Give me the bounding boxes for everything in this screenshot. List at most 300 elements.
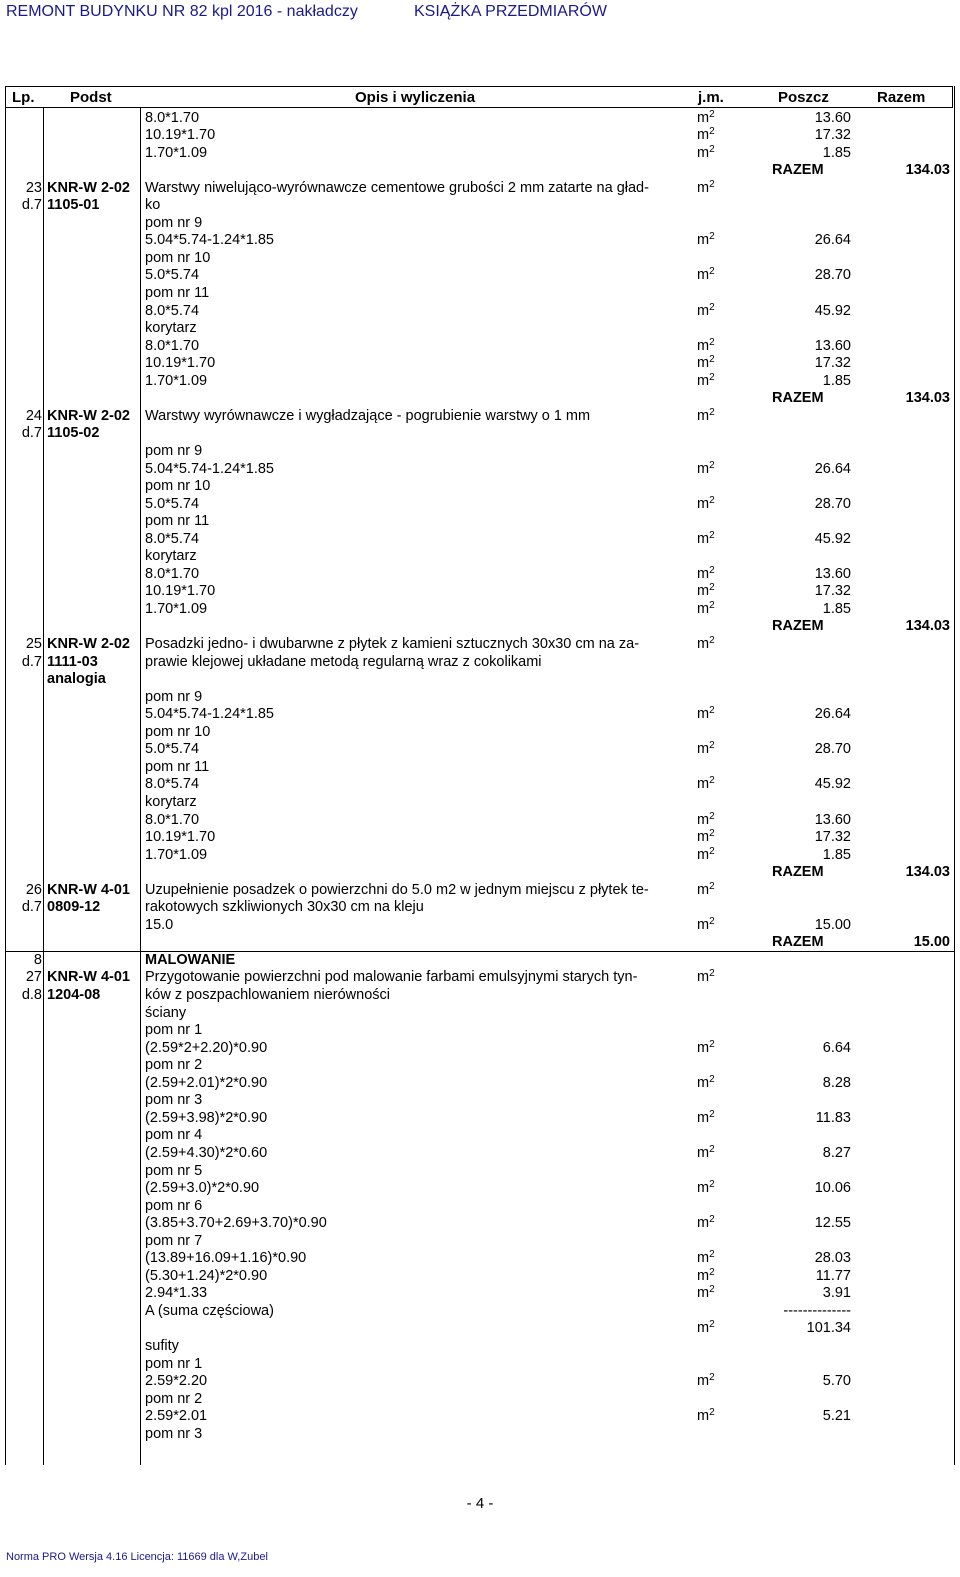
row-lp: 24 — [25, 407, 42, 424]
row-opis: pom nr 3 — [145, 1092, 203, 1109]
row-unit — [697, 355, 715, 373]
row-unit — [697, 531, 715, 549]
unit-exponent: 2 — [709, 582, 715, 594]
row-opis: (2.59+3.0)*2*0.90 — [145, 1180, 260, 1197]
row-opis: 2.59*2.20 — [145, 1373, 208, 1390]
row-lp: 25 — [25, 636, 42, 652]
table-row — [0, 1215, 960, 1233]
table-row — [0, 127, 960, 145]
row-opis: (5.30+1.24)*2*0.90 — [145, 1267, 268, 1284]
row-opis: A (suma częściowa) — [145, 1302, 274, 1319]
unit-base: m — [697, 706, 710, 723]
unit-base: m — [697, 583, 710, 600]
unit-exponent: 2 — [709, 494, 715, 506]
row-poszcz: 28.03 — [814, 1250, 851, 1267]
unit-exponent: 2 — [709, 1407, 715, 1419]
table-row — [0, 1110, 960, 1128]
row-unit — [697, 1075, 715, 1093]
table-row — [0, 1022, 960, 1040]
table-row — [0, 847, 960, 865]
row-unit — [697, 1215, 715, 1233]
row-unit — [697, 583, 715, 601]
table-header — [5, 86, 953, 108]
razem-row — [0, 934, 960, 952]
table-row — [0, 197, 960, 215]
table-row — [0, 1338, 960, 1356]
row-opis: pom nr 9 — [145, 214, 203, 231]
table-row — [0, 724, 960, 742]
table-row — [0, 320, 960, 338]
row-unit — [697, 1145, 715, 1163]
unit-base: m — [697, 741, 710, 758]
row-poszcz: 13.60 — [814, 811, 851, 828]
row-razem: 134.03 — [905, 864, 950, 881]
row-opis: 10.19*1.70 — [145, 355, 216, 372]
row-unit — [697, 1250, 715, 1268]
row-unit — [697, 741, 715, 759]
section-separator — [5, 951, 954, 952]
row-unit — [697, 566, 715, 584]
row-poszcz: 5.70 — [822, 1373, 851, 1390]
razem-row — [0, 618, 960, 636]
report-header-book: KSIĄŻKA PRZEDMIARÓW — [414, 3, 607, 20]
row-poszcz: 1.85 — [822, 600, 851, 617]
unit-exponent: 2 — [709, 371, 715, 383]
unit-base: m — [697, 636, 710, 652]
row-razem: 134.03 — [905, 618, 950, 635]
unit-exponent: 2 — [709, 1319, 715, 1331]
report-header-title: REMONT BUDYNKU NR 82 kpl 2016 - nakładczy — [6, 3, 358, 20]
row-opis: 8.0*1.70 — [145, 565, 200, 582]
row-lp: 23 — [25, 179, 42, 196]
unit-base: m — [697, 1144, 710, 1161]
row-unit — [697, 847, 715, 865]
row-poszcz: 28.70 — [814, 495, 851, 512]
col-razem: Razem — [877, 89, 926, 106]
row-opis: 8.0*5.74 — [145, 530, 200, 547]
row-podst: KNR-W 4-01 — [47, 881, 130, 898]
unit-exponent: 2 — [709, 828, 715, 840]
table-row — [0, 1198, 960, 1216]
row-opis: sufity — [145, 1338, 179, 1354]
table-row — [0, 1233, 960, 1251]
row-opis: 8.0*5.74 — [145, 776, 200, 793]
unit-exponent: 2 — [709, 231, 715, 243]
razem-label: RAZEM — [772, 618, 824, 635]
row-opis: 10.19*1.70 — [145, 829, 216, 846]
table-row — [0, 531, 960, 549]
unit-exponent: 2 — [709, 1266, 715, 1278]
table-row — [0, 1075, 960, 1093]
unit-base: m — [697, 302, 710, 319]
row-opis: pom nr 1 — [145, 1355, 203, 1372]
row-poszcz: 12.55 — [814, 1215, 851, 1232]
row-opis: rakotowych szkliwionych 30x30 cm na kleju — [145, 899, 424, 916]
unit-exponent: 2 — [709, 459, 715, 471]
row-lp: d.7 — [21, 425, 42, 442]
table-row — [0, 882, 960, 900]
col-opis: Opis i wyliczenia — [355, 89, 476, 106]
unit-exponent: 2 — [709, 740, 715, 752]
row-opis: ściany — [145, 1004, 187, 1021]
table-row — [0, 689, 960, 707]
row-opis: pom nr 7 — [145, 1232, 203, 1249]
table-row — [0, 1408, 960, 1426]
row-opis: pom nr 9 — [145, 688, 203, 705]
row-unit — [697, 267, 715, 285]
table-row — [0, 1373, 960, 1391]
unit-exponent: 2 — [709, 564, 715, 576]
table-row — [0, 1356, 960, 1374]
row-opis: MALOWANIE — [145, 951, 236, 968]
software-note: Norma PRO Wersja 4.16 Licencja: 11669 dla W,Zubel — [6, 1551, 268, 1563]
table-row — [0, 1320, 960, 1338]
table-row — [0, 215, 960, 233]
table-row — [0, 759, 960, 777]
row-unit — [697, 461, 715, 479]
row-podst: 1111-03 — [47, 653, 98, 670]
row-opis: 5.04*5.74-1.24*1.85 — [145, 460, 274, 477]
table-row — [0, 1005, 960, 1023]
unit-exponent: 2 — [709, 915, 715, 927]
row-lp: d.7 — [21, 653, 42, 670]
table-row — [0, 1391, 960, 1409]
row-opis: 15.0 — [145, 916, 174, 933]
unit-exponent: 2 — [709, 266, 715, 278]
table-row — [0, 267, 960, 285]
row-unit — [697, 829, 715, 847]
row-opis: 8.0*1.70 — [145, 811, 200, 828]
col-poszcz: Poszcz — [778, 89, 829, 106]
row-opis: ko — [145, 197, 161, 214]
row-unit — [697, 1040, 715, 1058]
table-row — [0, 671, 960, 689]
unit-base: m — [697, 144, 710, 161]
row-opis: pom nr 2 — [145, 1390, 203, 1407]
row-poszcz: 26.64 — [814, 232, 851, 249]
unit-base: m — [697, 881, 710, 898]
row-opis: Posadzki jedno- i dwubarwne z płytek z kamieni sztucznych 30x30 cm na za- — [145, 636, 640, 652]
row-lp: 26 — [25, 881, 42, 898]
row-podst: 1105-02 — [47, 425, 100, 442]
table-row — [0, 794, 960, 812]
row-opis: pom nr 3 — [145, 1425, 203, 1442]
col-lp: Lp. — [12, 89, 35, 106]
unit-exponent: 2 — [709, 845, 715, 857]
table-row — [0, 373, 960, 391]
row-poszcz: 45.92 — [814, 776, 851, 793]
row-unit — [697, 338, 715, 356]
row-opis: korytarz — [145, 548, 197, 565]
row-opis: 1.70*1.09 — [145, 846, 208, 863]
row-opis: 8.0*1.70 — [145, 109, 200, 126]
razem-row — [0, 390, 960, 408]
row-unit — [697, 969, 715, 987]
row-lp: d.7 — [21, 197, 42, 214]
row-poszcz: 101.34 — [806, 1320, 851, 1337]
unit-base: m — [697, 1250, 710, 1267]
table-row — [0, 1180, 960, 1198]
row-poszcz: 13.60 — [814, 565, 851, 582]
row-opis: (3.85+3.70+2.69+3.70)*0.90 — [145, 1215, 327, 1232]
table-row — [0, 145, 960, 163]
row-unit — [697, 1373, 715, 1391]
row-opis: (2.59*2+2.20)*0.90 — [145, 1039, 268, 1056]
row-poszcz: 28.70 — [814, 741, 851, 758]
unit-base: m — [697, 407, 710, 424]
unit-base: m — [697, 232, 710, 249]
unit-exponent: 2 — [709, 406, 715, 418]
unit-base: m — [697, 1074, 710, 1091]
table-row — [0, 513, 960, 531]
row-lp: d.8 — [21, 987, 42, 1003]
table-row — [0, 425, 960, 443]
razem-label: RAZEM — [772, 162, 824, 179]
row-poszcz: 26.64 — [814, 706, 851, 723]
row-opis: 5.0*5.74 — [145, 495, 200, 512]
row-opis: pom nr 10 — [145, 249, 211, 266]
row-razem: 15.00 — [913, 934, 950, 951]
unit-exponent: 2 — [709, 1249, 715, 1261]
row-podst: KNR-W 2-02 — [47, 179, 130, 196]
row-podst: 1105-01 — [47, 197, 100, 214]
row-poszcz: 8.28 — [822, 1074, 851, 1091]
unit-base: m — [697, 127, 710, 144]
row-podst: KNR-W 2-02 — [47, 636, 130, 652]
unit-exponent: 2 — [709, 301, 715, 313]
row-opis: 10.19*1.70 — [145, 583, 216, 600]
row-opis: pom nr 11 — [145, 758, 210, 775]
row-opis: pom nr 4 — [145, 1127, 203, 1144]
row-unit — [697, 776, 715, 794]
row-opis: 1.70*1.09 — [145, 372, 208, 389]
unit-base: m — [697, 179, 710, 196]
row-poszcz: 8.27 — [822, 1144, 851, 1161]
table-row — [0, 969, 960, 987]
row-unit — [697, 127, 715, 145]
table-row — [0, 338, 960, 356]
row-poszcz: 1.85 — [822, 144, 851, 161]
unit-base: m — [697, 1285, 710, 1302]
unit-exponent: 2 — [709, 126, 715, 138]
table-row — [0, 408, 960, 426]
row-opis: Warstwy niwelująco-wyrównawcze cementowe grubości 2 mm zatarte na gład- — [145, 179, 649, 196]
row-podst: 0809-12 — [47, 899, 101, 916]
row-unit — [697, 303, 715, 321]
row-opis: Przygotowanie powierzchni pod malowanie farbami emulsyjnymi starych tyn- — [145, 969, 638, 986]
row-unit — [697, 180, 715, 198]
row-podst: KNR-W 4-01 — [47, 969, 130, 986]
table-row — [0, 1303, 960, 1321]
unit-exponent: 2 — [709, 635, 715, 646]
unit-base: m — [697, 1320, 710, 1337]
row-poszcz: 45.92 — [814, 302, 851, 319]
table-row — [0, 899, 960, 917]
row-opis: pom nr 5 — [145, 1162, 203, 1179]
row-unit — [697, 496, 715, 514]
unit-base: m — [697, 565, 710, 582]
unit-exponent: 2 — [709, 1179, 715, 1191]
row-opis: pom nr 11 — [145, 285, 210, 301]
row-poszcz: 17.32 — [814, 127, 851, 144]
table-row — [0, 566, 960, 584]
row-unit — [697, 601, 715, 619]
row-unit — [697, 1320, 715, 1338]
table-row — [0, 461, 960, 479]
row-unit — [697, 145, 715, 163]
unit-base: m — [697, 1373, 710, 1390]
unit-exponent: 2 — [709, 354, 715, 366]
row-opis: pom nr 9 — [145, 442, 203, 459]
table-row — [0, 583, 960, 601]
table-row — [0, 601, 960, 619]
row-opis: 8.0*5.74 — [145, 302, 200, 319]
row-poszcz: 3.91 — [822, 1285, 851, 1302]
table-row — [0, 741, 960, 759]
unit-base: m — [697, 776, 710, 793]
unit-base: m — [697, 1408, 710, 1425]
row-poszcz: 15.00 — [814, 916, 851, 933]
table-row — [0, 1285, 960, 1303]
col-podst: Podst — [70, 89, 112, 106]
table-row — [0, 1250, 960, 1268]
table-row — [0, 1127, 960, 1145]
row-razem: 134.03 — [905, 162, 950, 179]
row-poszcz: 13.60 — [814, 109, 851, 126]
row-poszcz: 10.06 — [814, 1180, 851, 1197]
row-unit — [697, 917, 715, 935]
row-opis: 8.0*1.70 — [145, 337, 200, 354]
unit-base: m — [697, 811, 710, 828]
table-row — [0, 987, 960, 1005]
row-poszcz: 11.77 — [815, 1267, 851, 1284]
row-opis: korytarz — [145, 320, 197, 337]
unit-exponent: 2 — [709, 599, 715, 611]
unit-base: m — [697, 337, 710, 354]
table-row — [0, 952, 960, 970]
row-unit — [697, 1268, 715, 1286]
table-row — [0, 1163, 960, 1181]
unit-exponent: 2 — [709, 810, 715, 822]
unit-base: m — [697, 916, 710, 933]
unit-base: m — [697, 530, 710, 547]
table-row — [0, 636, 960, 654]
row-opis: pom nr 10 — [145, 478, 211, 495]
row-opis: (2.59+3.98)*2*0.90 — [145, 1109, 268, 1126]
unit-base: m — [697, 846, 710, 863]
table-row — [0, 1145, 960, 1163]
table-row — [0, 1426, 960, 1444]
unit-base: m — [697, 109, 710, 126]
unit-base: m — [697, 1109, 710, 1126]
row-opis: 1.70*1.09 — [145, 600, 208, 617]
unit-base: m — [697, 1039, 710, 1056]
row-lp: 27 — [25, 969, 42, 986]
row-poszcz: 17.32 — [814, 583, 851, 600]
table-row — [0, 180, 960, 198]
row-poszcz: 1.85 — [822, 372, 851, 389]
row-opis: pom nr 2 — [145, 1057, 203, 1074]
table-row — [0, 478, 960, 496]
row-opis: ków z poszpachlowaniem nierówności — [145, 987, 391, 1003]
row-opis: Warstwy wyrównawcze i wygładzające - pogrubienie warstwy o 1 mm — [145, 407, 591, 424]
table-row — [0, 250, 960, 268]
row-podst: analogia — [47, 671, 106, 688]
row-unit — [697, 408, 715, 426]
row-podst: KNR-W 2-02 — [47, 407, 130, 424]
row-unit — [697, 110, 715, 128]
razem-row — [0, 864, 960, 882]
table-row — [0, 1040, 960, 1058]
table-row — [0, 1057, 960, 1075]
row-opis: korytarz — [145, 793, 197, 810]
row-unit — [697, 1408, 715, 1426]
unit-exponent: 2 — [709, 775, 715, 787]
row-poszcz: 26.64 — [814, 460, 851, 477]
unit-exponent: 2 — [709, 1143, 715, 1155]
table-row — [0, 1092, 960, 1110]
unit-base: m — [697, 355, 710, 372]
unit-base: m — [697, 1180, 710, 1197]
unit-base: m — [697, 1215, 710, 1232]
table-row — [0, 1268, 960, 1286]
col-jm: j.m. — [698, 89, 724, 106]
table-row — [0, 917, 960, 935]
unit-base: m — [697, 372, 710, 389]
table-row — [0, 706, 960, 724]
unit-base: m — [697, 600, 710, 617]
table-row — [0, 496, 960, 514]
row-unit — [697, 636, 715, 654]
row-poszcz: 17.32 — [814, 355, 851, 372]
table-row — [0, 776, 960, 794]
row-opis: (2.59+2.01)*2*0.90 — [145, 1074, 268, 1091]
razem-row — [0, 162, 960, 180]
row-podst: 1204-08 — [47, 987, 101, 1003]
row-opis: pom nr 11 — [145, 513, 210, 530]
unit-exponent: 2 — [709, 1038, 715, 1050]
row-opis: pom nr 1 — [145, 1022, 203, 1039]
row-opis: Uzupełnienie posadzek o powierzchni do 5.0 m2 w jednym miejscu z płytek te- — [145, 881, 649, 898]
unit-exponent: 2 — [709, 1214, 715, 1226]
row-opis: 5.04*5.74-1.24*1.85 — [145, 232, 274, 249]
row-unit — [697, 1110, 715, 1128]
table-row — [0, 285, 960, 303]
row-unit — [697, 373, 715, 391]
table-row — [0, 548, 960, 566]
page-number: - 4 - — [466, 1495, 494, 1512]
unit-base: m — [697, 267, 710, 284]
unit-base: m — [697, 829, 710, 846]
row-opis: pom nr 10 — [145, 723, 211, 740]
row-poszcz: 13.60 — [814, 337, 851, 354]
row-unit — [697, 812, 715, 830]
unit-base: m — [697, 1267, 710, 1284]
row-unit — [697, 1180, 715, 1198]
table-row — [0, 303, 960, 321]
table-row — [0, 829, 960, 847]
row-poszcz: 45.92 — [814, 530, 851, 547]
unit-exponent: 2 — [709, 143, 715, 155]
table-row — [0, 232, 960, 250]
unit-exponent: 2 — [709, 108, 715, 120]
unit-base: m — [697, 460, 710, 477]
razem-label: RAZEM — [772, 864, 824, 881]
row-opis: 1.70*1.09 — [145, 144, 208, 161]
row-lp: 8 — [33, 951, 42, 968]
table-row — [0, 654, 960, 672]
row-opis: prawie klejowej układane metodą regularną wraz z cokolikami — [145, 653, 542, 670]
